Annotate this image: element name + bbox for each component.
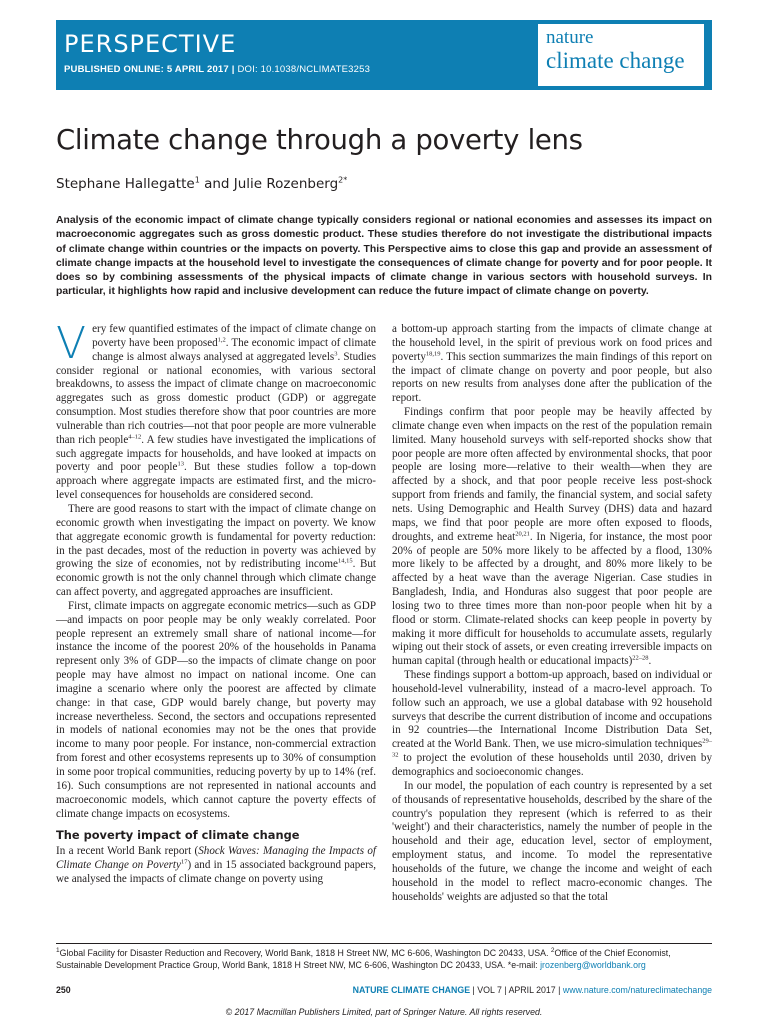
page-number: 250: [56, 985, 71, 995]
affiliation-text: Global Facility for Disaster Reduction and Recovery, World Bank, 1818 H Street NW, MC 6-606, Washington DC 20433, USA.: [59, 948, 551, 958]
logo-climate-change: climate change: [546, 48, 685, 73]
citation[interactable]: 29–32: [392, 737, 712, 759]
text-run: ) and in 15 associated background papers, we analysed the impacts of climate change on poverty using: [56, 859, 376, 885]
email-link[interactable]: jrozenberg@worldbank.org: [540, 960, 646, 970]
citation[interactable]: 3: [334, 350, 338, 357]
author-list: [56, 176, 347, 192]
doi-link[interactable]: DOI: 10.1038/NCLIMATE3253: [237, 64, 371, 75]
citation[interactable]: 1,2: [217, 336, 226, 344]
affiliation-marker: 1: [56, 947, 60, 955]
copyright-notice: © 2017 Macmillan Publishers Limited, part of Springer Nature. All rights reserved.: [225, 1007, 543, 1017]
text-run: . Studies consider regional or national economies, with various sectoral breakdowns, to assess the impact of climate change on macroeconomic aggregates such as gross domestic product (GDP) or aggregate consumption. Most studies therefore show that poor countries are more vulnerable than rich coutries—not that poor people are more vulnerable than rich people: [56, 350, 377, 446]
body-column-left: [56, 318, 377, 887]
affiliation-marker: 2*: [338, 175, 348, 185]
paragraph: In our model, the population of each country is represented by a set of thousands of representative households, described by the share of the country's population they represent (which is referred to as their 'weight') and their characteristics, namely the number of people in the household and their age, education level, sector of employment, employment status, and income. To model the representative households of the future, we change the income and weight of each household in the model to reflect macro-economic changes. The households' weights are adjusted so that the total: [392, 779, 712, 903]
banner-left: [64, 30, 370, 75]
affiliations: [56, 947, 712, 971]
text-run: . The economic impact of climate change is almost always analysed at aggregated levels: [92, 336, 377, 363]
text-run: . But economic growth is not the only channel through which climate change can affect poverty, and aggregated approaches are insufficient.: [56, 558, 376, 599]
text-run: . This section summarizes the main findings of this report on the impact of climate change on poverty and poor people, but also reports on new results from analyses done after the publication of the report.: [392, 350, 712, 405]
author-name[interactable]: Julie Rozenberg: [233, 176, 339, 192]
journal-url[interactable]: www.nature.com/natureclimatechange: [562, 985, 712, 995]
publication-info: [64, 64, 370, 75]
drop-cap: V: [56, 318, 87, 369]
author-name[interactable]: Stephane Hallegatte: [56, 176, 195, 192]
text-run: to project the evolution of these households until 2030, driven by demographics and socioeconomic changes.: [392, 752, 712, 778]
journal-logo[interactable]: [538, 24, 704, 86]
abstract: Analysis of the economic impact of climate change typically considers regional or national economies and assesses its impact on macroeconomic aggregates such as gross domestic product. These studies therefore do not investigate the distributional impacts of climate change within countries or the impacts on poverty. This Perspective aims to close this gap and provide an assessment of climate change impacts at the household level to investigate the consequences of climate change for poverty and for poor people. It does so by combining assessments of the physical impacts of climate change in various sectors with household surveys. In particular, it highlights how rapid and inclusive development can reduce the future impact of climate change on poverty.: [56, 215, 712, 298]
citation[interactable]: 13: [177, 460, 184, 468]
section-heading: The poverty impact of climate change: [56, 828, 300, 843]
text-run: . In Nigeria, for instance, the most poor 20% of people are 50% more likely to be affected by a flood, 130% more likely to be affected by a drought, and 80% more likely to be affected by a heat wave than the average Nigerian. Case studies in Bangladesh, India, and Honduras also suggest that poor people are losing two to three times more than non-poor people when hit by a flood or storm. Climate-related shocks can keep people in poverty by making it more difficult for households to accumulate assets, regularly wiping out their stock of assets, or even creating irreversible impacts on human capital (through health or educational impacts): [392, 530, 712, 668]
body-column-right: [392, 323, 712, 904]
paragraph: [56, 845, 376, 887]
section-label: PERSPECTIVE: [64, 30, 237, 58]
logo-nature: nature: [546, 27, 594, 48]
text-run: In a recent World Bank report (: [56, 845, 199, 858]
issue-info: | VOL 7 | APRIL 2017 |: [470, 985, 563, 995]
author-conjunction: and: [199, 176, 234, 192]
text-run: Findings confirm that poor people may be heavily affected by climate change even when impacts on the rest of the population remain limited. Many household surveys with self-reported shocks show that poor people are more often affected by environmental shocks, that poor people are losing more—relative to their wealth—when they are affected by a shock, and that poor people receive less post-shock support from friends and family, the financial system, and social safety nets. Using Demographic and Health Survey (DHS) data and hazard maps, we find that poor people are more often exposed to floods, droughts, and extreme heat: [392, 406, 712, 543]
journal-name: NATURE CLIMATE CHANGE: [352, 985, 471, 995]
report-title: Shock Waves: Managing the Impacts of Climate Change on Poverty: [56, 845, 376, 872]
citation[interactable]: 18,19: [425, 350, 441, 357]
paragraph: [392, 406, 712, 669]
citation[interactable]: 20,21: [515, 529, 530, 537]
paragraph: First, climate impacts on aggregate economic metrics—such as GDP—and impacts on poor people may be only weakly correlated. Poor people represent an extremely small share of national income—for instance the income of the poorest 20% of the households in Panama represent only 3% of GDP—so the impacts of climate change on poor people may have almost no impact on national income. One can imagine a scenario where only the poorest are affected by climate change: in that case, GDP would barely change, but poverty may increase nevertheless. Second, the sectors and occupations represented in models of national economies may not be the ones that provide income to many poor people. For instance, non-commercial extraction from forest and other ecosystems represents up to 30% of consumption in some poor tropical communities, reducing poverty by up to 14% (ref. 16). Such consumptions are not represented in national accounts and macroeconomic models, which cannot capture the poverty effects of climate change impacts on ecosystems.: [56, 599, 376, 820]
text-run: .: [648, 655, 652, 668]
text-run: . But these studies follow a top-down approach where aggregate impacts are estimated first, and the micro-level consequences for households are considered second.: [56, 461, 376, 502]
journal-info: [353, 985, 712, 995]
text-run: There are good reasons to start with the impact of climate change on economic growth when investigating the impact on poverty. We know that aggregate economic growth is fundamental for poverty reduction: in the past decades, most of the reduction in poverty was achieved by growing the size of economies, not by redistributing income: [56, 502, 376, 571]
text-run: a bottom-up approach starting from the impacts of climate change at the household level, in the spirit of previous work on food prices and poverty: [392, 323, 712, 363]
citation[interactable]: 14,15: [337, 557, 353, 565]
text-run: ery few quantified estimates of the impact of climate change on poverty have been proposed: [92, 323, 376, 349]
citation[interactable]: 17: [180, 858, 188, 866]
text-run: . A few studies have investigated the implications of such aggregate impacts for households, and have looked at impacts on poverty and poor people: [56, 433, 376, 474]
text-run: These findings support a bottom-up approach, based on individual or household-level vulnerability, instead of a macro-level approach. To follow such an approach, we use a global database with 92 household surveys that describe the current distribution of income and occupations in 92 countries—the International Income Distribution Data Set, created at the World Bank. Then, we use micro-simulation techniques: [392, 669, 712, 751]
paragraph: [392, 669, 712, 780]
paragraph: [392, 323, 712, 406]
published-date: PUBLISHED ONLINE: 5 APRIL 2017: [64, 64, 229, 75]
header-banner: [56, 20, 712, 90]
citation[interactable]: 4–12: [128, 433, 142, 441]
separator: |: [228, 64, 238, 75]
footnote-divider: [56, 943, 712, 944]
paragraph: [56, 503, 376, 600]
paragraph: [56, 318, 377, 503]
affiliation-text: Office of the Chief Economist, Sustainable Development Practice Group, World Bank, 1818 H Street NW, MC 6-606, Washington DC 20433, USA. *e-mail:: [56, 948, 671, 970]
article-title: Climate change through a poverty lens: [56, 124, 583, 156]
citation[interactable]: 22–28: [632, 654, 649, 662]
affiliation-marker: 1: [194, 175, 200, 185]
affiliation-marker: 2: [550, 947, 555, 955]
